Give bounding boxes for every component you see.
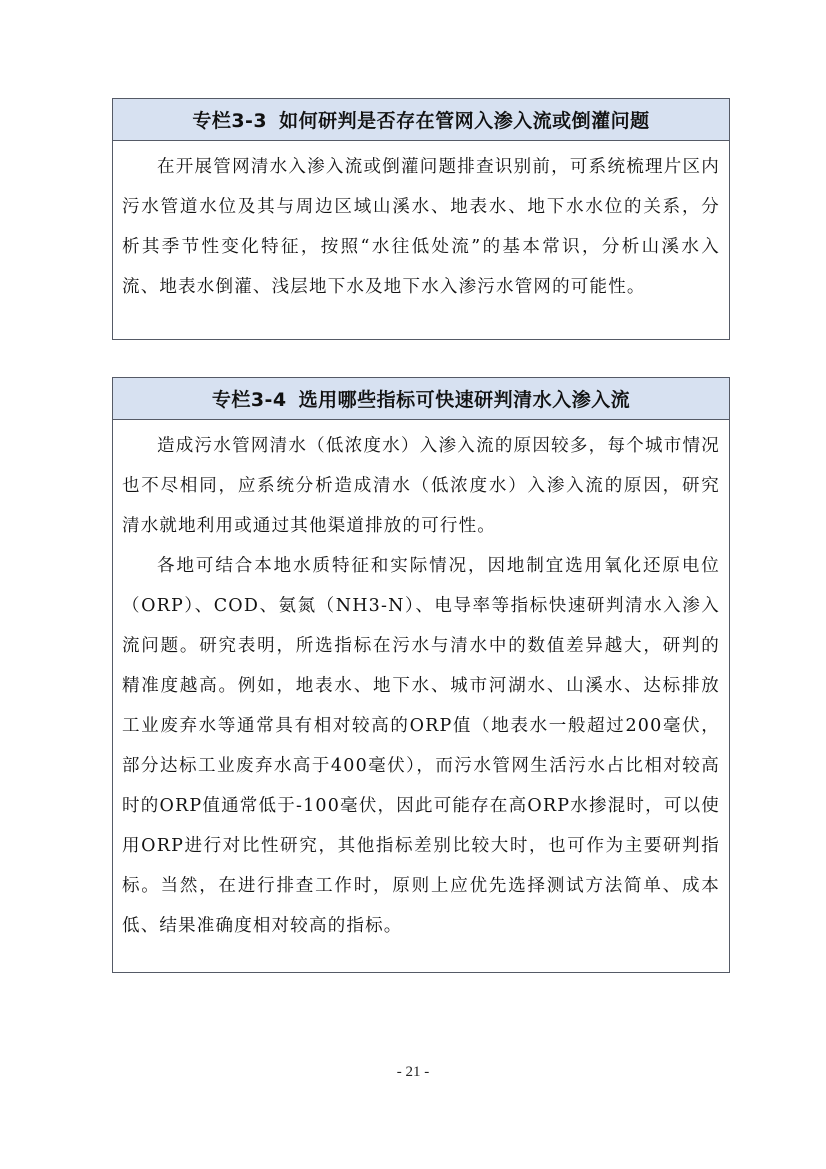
box-title-bar bbox=[113, 378, 729, 420]
paragraph: 在开展管网清水入渗入流或倒灌问题排查识别前，可系统梳理片区内污水管道水位及其与周边区域山溪水、地表水、地下水水位的关系，分析其季节性变化特征，按照“水往低处流”的基本常识，分析山溪水入流、地表水倒灌、浅层地下水及地下水入渗污水管网的可能性。 bbox=[122, 157, 720, 297]
paragraph: 造成污水管网清水（低浓度水）入渗入流的原因较多，每个城市情况也不尽相同，应系统分析造成清水（低浓度水）入渗入流的原因，研究清水就地利用或通过其他渠道排放的可行性。 bbox=[122, 436, 720, 536]
box-title-bar bbox=[113, 99, 729, 141]
box-title: 如何研判是否存在管网入渗入流或倒灌问题 bbox=[279, 110, 650, 132]
box-body bbox=[113, 141, 729, 311]
paragraph: 各地可结合本地水质特征和实际情况，因地制宜选用氧化还原电位（ORP）、COD、氨氮（NH3-N）、电导率等指标快速研判清水入渗入流问题。研究表明，所选指标在污水与清水中的数值差异越大，研判的精准度越高。例如，地表水、地下水、城市河湖水、山溪水、达标排放工业废弃水等通常具有相对较高的ORP值（地表水一般超过200毫伏，部分达标工业废弃水高于400毫伏），而污水管网生活污水占比相对较高时的ORP值通常低于-100毫伏，因此可能存在高ORP水掺混时，可以使用ORP进行对比性研究，其他指标差别比较大时，也可作为主要研判指标。当然，在进行排查工作时，原则上应优先选择测试方法简单、成本低、结果准确度相对较高的指标。 bbox=[122, 556, 720, 936]
sidebar-box-3-3 bbox=[112, 98, 730, 340]
page-number: - 21 - bbox=[396, 1064, 430, 1080]
box-label: 专栏3-3 bbox=[192, 110, 268, 132]
box-body bbox=[113, 420, 729, 950]
box-title: 选用哪些指标可快速研判清水入渗入流 bbox=[298, 389, 631, 411]
box-label: 专栏3-4 bbox=[211, 389, 287, 411]
sidebar-box-3-4 bbox=[112, 377, 730, 973]
